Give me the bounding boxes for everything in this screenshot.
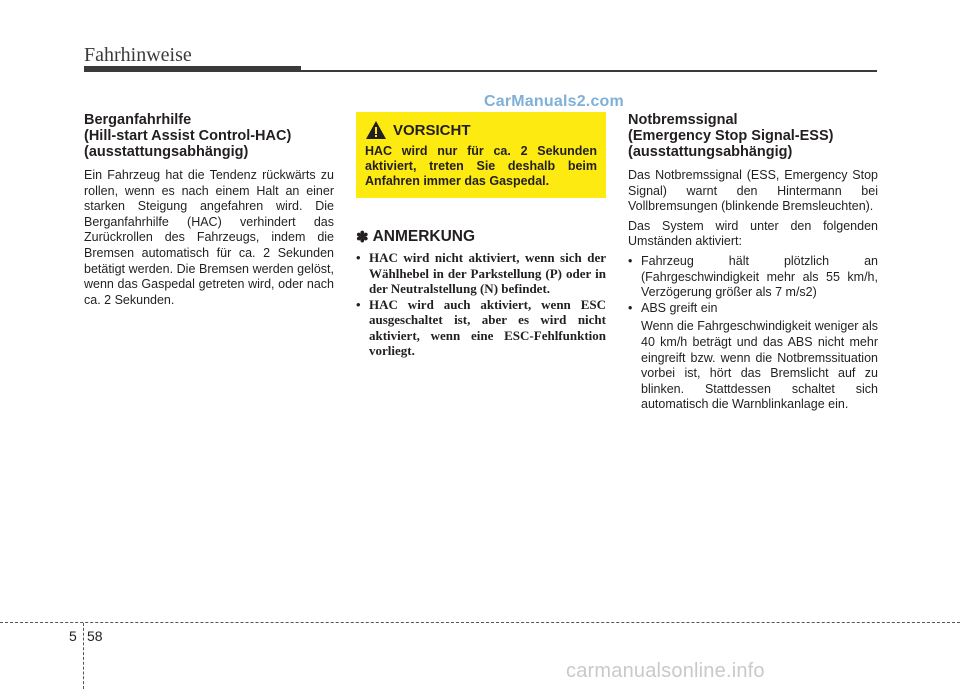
hac-heading-line: Berganfahrhilfe (84, 112, 192, 128)
warning-triangle-icon (365, 120, 387, 140)
chapter-number: 5 (69, 628, 77, 644)
ess-paragraph: Das Notbremssignal (ESS, Emergency Stop Signal) warnt den Hintermann bei Vollbremsungen (blinkende Bremsleuchten). (628, 168, 878, 214)
watermark-top: CarManuals2.com (484, 93, 624, 110)
ess-heading (628, 112, 878, 160)
note-item: • HAC wird auch aktiviert, wenn ESC ausgeschaltet ist, aber es wird nicht aktiviert, wenn eine ESC-Fehlfunktion vorliegt. (356, 297, 606, 359)
caution-box (356, 112, 606, 198)
note-title: ANMERKUNG (372, 228, 476, 245)
note-header (356, 228, 606, 246)
ess-sub-paragraph: Wenn die Fahrgeschwindigkeit weniger als 40 km/h beträgt und das ABS nicht mehr eingreift bzw. wenn die Notbremssituation vorbei ist, hört das Bremslicht auf zu blinken. Stattdessen schaltet sich automatisch die Warnblinkanlage ein. (641, 319, 878, 412)
list-item: • ABS greift ein (628, 301, 878, 317)
hac-paragraph: Ein Fahrzeug hat die Tendenz rückwärts zu rollen, wenn es nach einem Halt an einer starken Steigung angefahren wird. Die Berganfahrhilfe (HAC) verhindert das Zurückrollen des Fahrzeugs, indem die Bremsen automatisch für ca. 2 Sekunden betätigt werden. Die Bremsen werden gelöst, wenn das Gaspedal getreten wird, oder nach ca. 2 Sekunden. (84, 168, 334, 307)
ess-conditions-list (628, 254, 878, 316)
header-rule-thick (84, 66, 301, 72)
note-list (356, 250, 606, 359)
note-item: • HAC wird nicht aktiviert, wenn sich der Wählhebel in der Parkstellung (P) oder in der Neutralstellung (N) befindet. (356, 250, 606, 297)
column-hac (84, 112, 334, 308)
column-ess (628, 112, 878, 413)
watermark-bottom: carmanualsonline.info (566, 660, 765, 682)
list-item: • Fahrzeug hält plötzlich an (Fahrgeschwindigkeit mehr als 55 km/h, Verzögerung größer als 7 m/s2) (628, 254, 878, 301)
page-number: 58 (87, 628, 103, 644)
column-warnings (356, 112, 606, 359)
caution-header (365, 120, 597, 140)
ess-heading-line: (Emergency Stop Signal-ESS) (628, 128, 834, 144)
ess-heading-line: (ausstattungsabhängig) (628, 144, 793, 160)
footer-page-divider (83, 623, 84, 689)
caution-title: VORSICHT (393, 121, 471, 139)
hac-heading (84, 112, 334, 160)
hac-heading-line: (Hill-start Assist Control-HAC) (84, 128, 292, 144)
ess-paragraph: Das System wird unter den folgenden Umständen aktiviert: (628, 218, 878, 249)
footer-divider (0, 622, 960, 623)
hac-heading-line: (ausstattungsabhängig) (84, 144, 249, 160)
ess-heading-line: Notbremssignal (628, 112, 738, 128)
header-title: Fahrhinweise (84, 44, 192, 66)
header-rule-thin (301, 70, 877, 72)
caution-text: HAC wird nur für ca. 2 Sekunden aktiviert, treten Sie deshalb beim Anfahren immer das Gaspedal. (365, 144, 597, 188)
note-star-icon: ✽ (356, 229, 369, 246)
